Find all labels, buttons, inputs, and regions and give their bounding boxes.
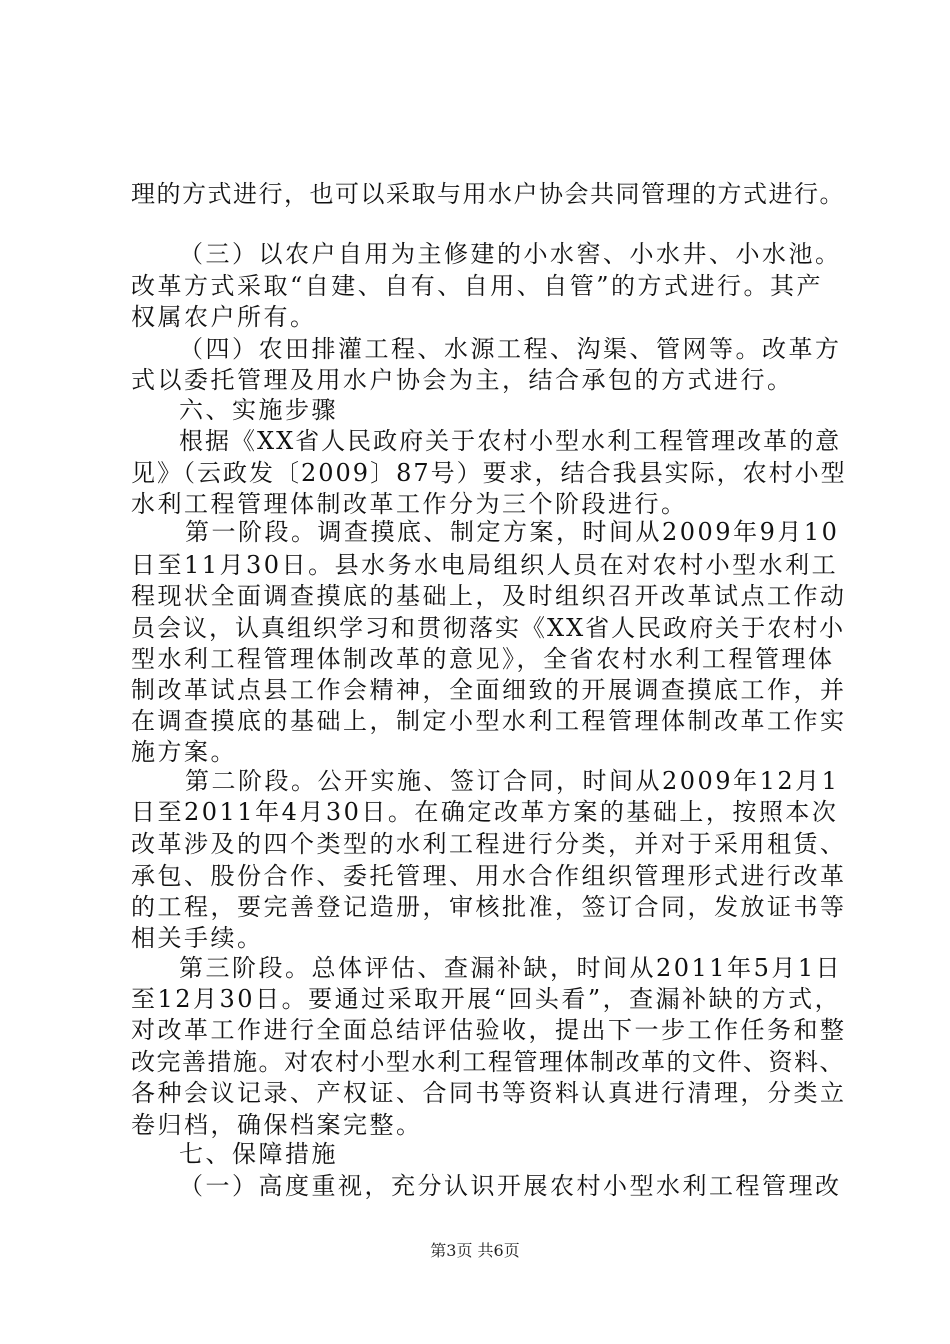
page-footer: 第3页 共6页: [430, 1241, 520, 1260]
text-line: 改完善措施。对农村小型水利工程管理体制改革的文件、资料、: [131, 1048, 845, 1076]
text-line: 施方案。: [131, 738, 237, 766]
text-line: 承包、股份合作、委托管理、用水合作组织管理形式进行改革: [131, 862, 847, 890]
section-heading: 六、实施步骤: [179, 396, 338, 424]
text-line: 式以委托管理及用水户协会为主，结合承包的方式进行。: [131, 366, 794, 394]
text-line: 第二阶段。公开实施、签订合同，时间从2009年12月1: [185, 767, 840, 795]
text-line: 对改革工作进行全面总结评估验收，提出下一步工作任务和整: [131, 1016, 847, 1044]
text-line: 型水利工程管理体制改革的意见》，全省农村水利工程管理体: [131, 645, 835, 673]
text-line: 日至2011年4月30日。在确定改革方案的基础上，按照本次: [131, 798, 839, 826]
text-line: （一）高度重视，充分认识开展农村小型水利工程管理改: [179, 1172, 842, 1200]
text-line: 员会议，认真组织学习和贯彻落实《XX省人民政府关于农村小: [131, 614, 846, 642]
text-line: 在调查摸底的基础上，制定小型水利工程管理体制改革工作实: [131, 707, 847, 735]
text-line: （三）以农户自用为主修建的小水窖、小水井、小水池。: [179, 240, 842, 268]
document-body: [131, 0, 853, 1344]
text-line: 改革方式采取“自建、自有、自用、自管”的方式进行。其产: [131, 272, 824, 300]
section-heading: 七、保障措施: [179, 1140, 338, 1168]
text-line: 第一阶段。调查摸底、制定方案，时间从2009年9月10: [185, 518, 840, 546]
text-line: 各种会议记录、产权证、合同书等资料认真进行清理，分类立: [131, 1079, 847, 1107]
text-line: （四）农田排灌工程、水源工程、沟渠、管网等。改革方: [179, 335, 842, 363]
text-line: 水利工程管理体制改革工作分为三个阶段进行。: [131, 490, 688, 518]
text-line: 第三阶段。总体评估、查漏补缺，时间从2011年5月1日: [179, 954, 843, 982]
text-line: 理的方式进行，也可以采取与用水户协会共同管理的方式进行。: [131, 180, 845, 208]
text-line: 权属农户所有。: [131, 303, 317, 331]
text-line: 根据《XX省人民政府关于农村小型水利工程管理改革的意: [179, 427, 842, 455]
text-line: 卷归档，确保档案完整。: [131, 1111, 423, 1139]
text-line: 日至11月30日。县水务水电局组织人员在对农村小型水利工: [131, 551, 839, 579]
text-line: 至12月30日。要通过采取开展“回头看”，查漏补缺的方式，: [131, 985, 842, 1013]
text-line: 制改革试点县工作会精神，全面细致的开展调查摸底工作，并: [131, 676, 847, 704]
text-line: 改革涉及的四个类型的水利工程进行分类，并对于采用租赁、: [131, 830, 847, 858]
text-line: 程现状全面调查摸底的基础上，及时组织召开改革试点工作动: [131, 582, 847, 610]
text-line: 的工程，要完善登记造册，审核批准，签订合同，发放证书等: [131, 893, 847, 921]
text-line: 相关手续。: [131, 924, 264, 952]
text-line: 见》（云政发〔2009〕87号）要求，结合我县实际，农村小型: [131, 459, 847, 487]
